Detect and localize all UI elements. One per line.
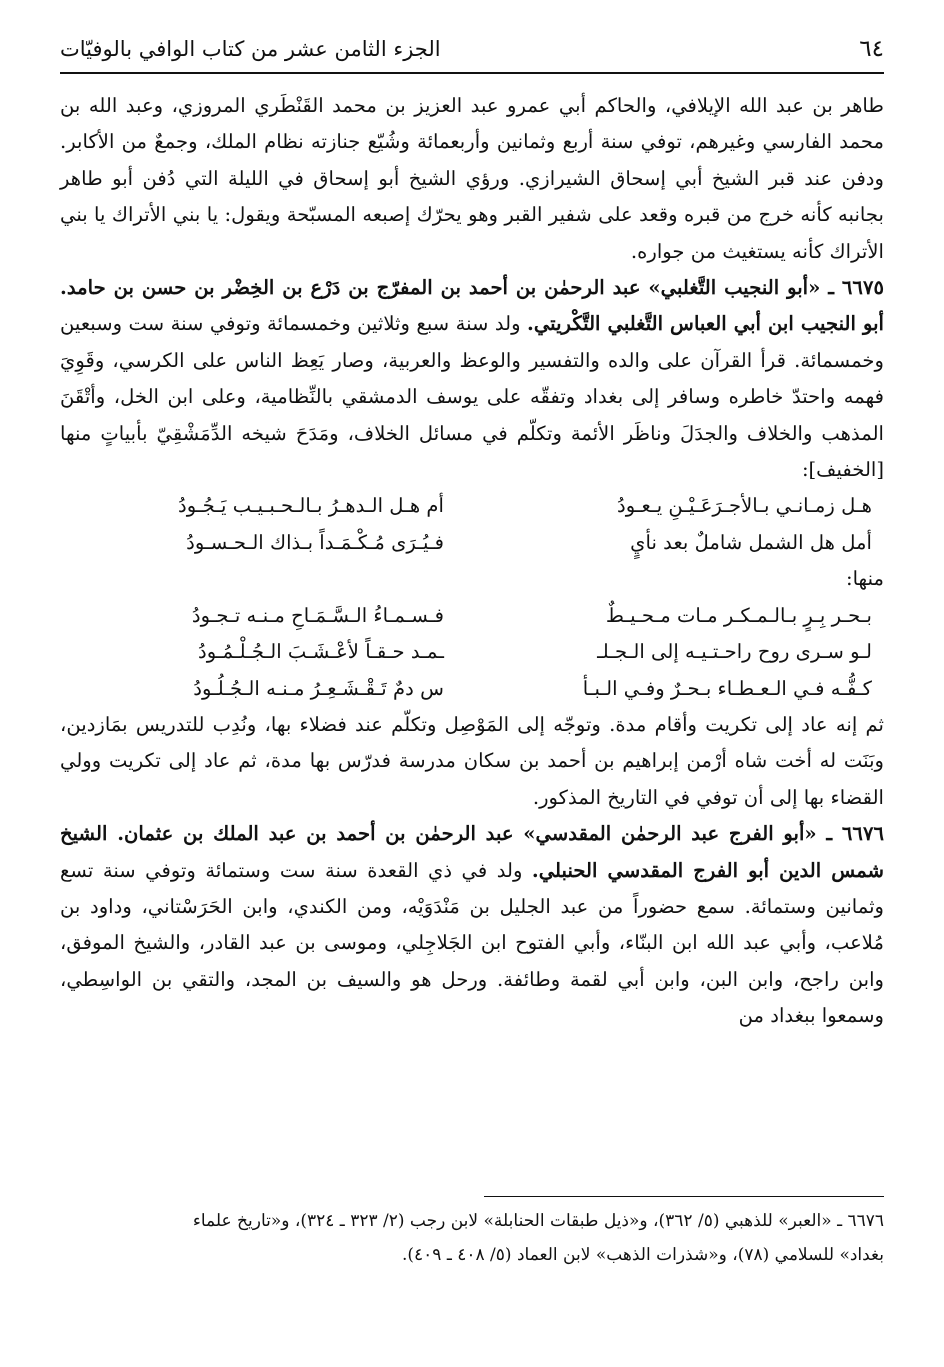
poem-b bbox=[60, 598, 884, 707]
verse-hemistich-2: أم هـل الـدهـرُ بـالـحـبـيـب يَـجُـودُ bbox=[178, 494, 444, 518]
verse bbox=[60, 634, 884, 670]
minha-label: منها: bbox=[845, 567, 884, 591]
page-number: ٦٤ bbox=[859, 36, 884, 62]
verse-hemistich-1: بـحـر بِـرٍ بـالـمـكـر مـات مـحـيـطٌ bbox=[605, 603, 872, 627]
entry-6676-heading: ٦٦٧٦ ـ «أبو الفرج عبد الرحمٰن المقدسي» عبد الرحمٰن بن أحمد بن عبد الملك بن عثمان. الشيخ شمس الدين أبو الفرج المقدسي الحنبلي. bbox=[60, 822, 884, 882]
verse-hemistich-2: ـمـد حـقـاً لأعْـشَـبَ الـجُـلْـمُـودُ bbox=[197, 640, 444, 664]
page-body bbox=[60, 88, 884, 1035]
verse-hemistich-1: هـل زمـانـي بـالأجـرَعَـيْـنِ يـعـودُ bbox=[616, 494, 872, 518]
intro-paragraph: طاهر بن عبد الله الإيلافي، والحاكم أبي عمرو عبد العزيز بن محمد القَنْطَري المروزي، وعبد الله بن محمد الفارسي وغيرهم، توفي سنة أربع وثمانين وأربعمائة وشُيّع جنازته نظام الملك، وجمعٌ من الأكابر. ودفن عند قبر الشيخ أبي إسحاق الشيرازي. ورؤي الشيخ أبو إسحاق في الليلة التي دُفن أبو طاهر بجانبه كأنه خرج من قبره وقعد على شفير القبر وهو يحرّك إصبعه المسبّحة ويقول: يا بني الأتراك يا بني الأتراك كأنه يستغيث من جواره. bbox=[60, 94, 884, 263]
verse bbox=[60, 598, 884, 634]
footnote-separator bbox=[484, 1196, 884, 1197]
verse bbox=[60, 525, 884, 561]
verse-hemistich-1: كـفُّـه فـي الـعـطـاء بـحـرٌ وفـي الـبـأ bbox=[582, 676, 872, 700]
verse-hemistich-2: س دمٌ تَـقْـشَـعِـرُ مـنـه الـجُـلُـودُ bbox=[193, 676, 444, 700]
page-header bbox=[60, 26, 884, 74]
verse-hemistich-1: لـو سـرى روح راحـتـيـه إلى الـجـلـ bbox=[597, 640, 872, 664]
verse-hemistich-2: فـيُـرَى مُـكْـمَـداً بـذاك الـحـسـودُ bbox=[186, 530, 444, 554]
entry-6675 bbox=[60, 270, 884, 488]
verse bbox=[60, 488, 884, 524]
entry-6675-after: ثم إنه عاد إلى تكريت وأقام مدة. وتوجّه إلى المَوْصِل وتكلّم عند فضلاء بها، ونُدِب للتدريس بمَازدين، وبَنَت له أخت شاه أرْمن إبراهيم بن أحمد بن سكان مدرسة فدرّس بها مدة، ثم عاد إلى تكريت وولي القضاء بها إلى أن توفي في التاريخ المذكور. bbox=[60, 712, 884, 809]
entry-6676-text: ولد في ذي القعدة سنة ست وستمائة وتوفي سنة تسع وثمانين وستمائة. سمع حضوراً من عبد الجليل بن مَنْدَوَيْه، ومن الكندي، وابن الحَرَسْتاني، وداود بن مُلاعب، وأبي عبد الله ابن البنّاء، وأبي الفتوح ابن الجَلاجِلي، وموسى بن عبد القادر، والشيخ الموفق، وابن راجح، وابن البن، وابن أبي لقمة وطائفة. ورحل هو والسيف بن المجد، والتقي بن الواسِطي، وسمعوا ببغداد من bbox=[60, 858, 884, 1028]
verse-hemistich-1: أمل هل الشمل شاملٌ بعد نأيٍ bbox=[630, 530, 872, 554]
entry-6676 bbox=[60, 816, 884, 1034]
verse-hemistich-2: فـسـمـاءُ الـسَّـمَـاحِ مـنـه تـجـودُ bbox=[191, 603, 444, 627]
footnote bbox=[60, 1204, 884, 1272]
footnote-line-2: بغداد» للسلامي (٧٨)، و«شذرات الذهب» لابن العماد (٥/ ٤٠٨ ـ ٤٠٩). bbox=[401, 1245, 884, 1265]
footnote-line-1: ٦٦٧٦ ـ «العبر» للذهبي (٥/ ٣٦٢)، و«ذيل طبقات الحنابلة» لابن رجب (٢/ ٣٢٣ ـ ٣٢٤)، و«تاريخ علماء bbox=[192, 1211, 884, 1231]
running-title: الجزء الثامن عشر من كتاب الوافي بالوفيّات bbox=[60, 37, 441, 61]
entry-6675-text: ولد سنة سبع وثلاثين وخمسمائة وتوفي سنة ست وسبعين وخمسمائة. قرأ القرآن على والده والتفسير والوعظ والعربية، وصار يَعِظ الناس على الكرسي، وقَوِيَ فهمه واحتدّ خاطره وسافر إلى بغداد وتفقّه على يوسف الدمشقي بالنِّظامية، وعلى ابن الخل، وأتْقَنَ المذهب والخلاف والجدَلَ وناظَر الأئمة وتكلّم في مسائل الخلاف، ومَدَحَ شيخه الدِّمَشْقِيّ بأبياتٍ منها [الخفيف]: bbox=[60, 312, 884, 482]
verse bbox=[60, 671, 884, 707]
entry-6675-heading: ٦٦٧٥ ـ «أبو النجيب التَّغلبي» عبد الرحمٰن بن أحمد بن المفرّج بن دَرْع بن الخِضْر بن حسن بن حامد. أبو النجيب ابن أبي العباس التَّغلبي التَّكْريتي. bbox=[60, 276, 884, 336]
poem-a bbox=[60, 488, 884, 561]
